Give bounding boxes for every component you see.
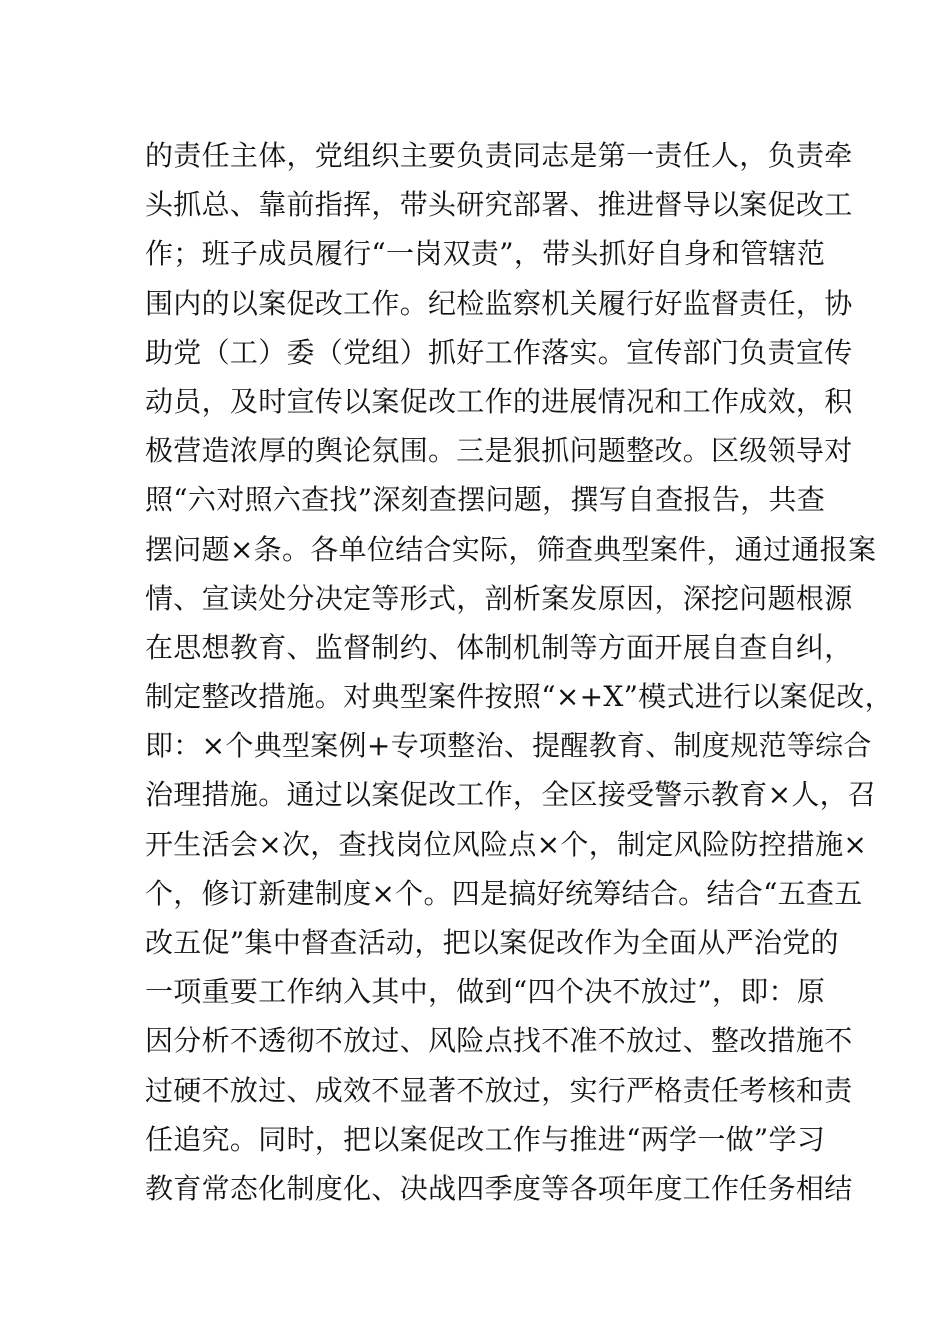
- text-line: 头抓总、靠前指挥，带头研究部署、推进督导以案促改工: [145, 188, 853, 222]
- text-line: 一项重要工作纳入其中，做到“四个决不放过”，即：原: [145, 975, 826, 1009]
- text-line: 助党（工）委（党组）抓好工作落实。宣传部门负责宣传: [145, 335, 853, 369]
- text-line: 个，修订新建制度×个。四是搞好统筹结合。结合“五查五: [145, 876, 863, 910]
- text-line: 治理措施。通过以案促改工作，全区接受警示教育×人，召: [145, 778, 877, 812]
- text-line: 的责任主体，党组织主要负责同志是第一责任人，负责牵: [145, 139, 853, 172]
- text-line: 围内的以案促改工作。纪检监察机关履行好监督责任，协: [145, 286, 853, 320]
- text-line: 情、宣读处分决定等形式，剖析案发原因，深挖问题根源: [145, 581, 853, 615]
- text-line: 照“六对照六查找”深刻查摆问题，撰写自查报告，共查: [145, 483, 826, 517]
- text-line: 因分析不透彻不放过、风险点找不准不放过、整改措施不: [145, 1024, 853, 1058]
- text-line: 动员，及时宣传以案促改工作的进展情况和工作成效，积: [145, 384, 853, 418]
- text-line: 教育常态化制度化、决战四季度等各项年度工作任务相结: [145, 1171, 853, 1205]
- text-line: 任追究。同时，把以案促改工作与推进“两学一做”学习: [145, 1122, 826, 1156]
- text-line: 极营造浓厚的舆论氛围。三是狠抓问题整改。区级领导对: [145, 434, 853, 468]
- body-text: [145, 131, 893, 1213]
- text-line: 在思想教育、监督制约、体制机制等方面开展自查自纠，: [145, 630, 853, 664]
- text-line: 改五促”集中督查活动，把以案促改作为全面从严治党的: [145, 926, 839, 959]
- text-line: 作；班子成员履行“一岗双责”，带头抓好自身和管辖范: [145, 237, 826, 271]
- text-line: 制定整改措施。对典型案件按照“×+X”模式进行以案促改，: [145, 680, 893, 714]
- text-line: 即：×个典型案例+专项整治、提醒教育、制度规范等综合: [145, 729, 872, 763]
- text-line: 过硬不放过、成效不显著不放过，实行严格责任考核和责: [145, 1073, 853, 1107]
- text-line: 开生活会×次，查找岗位风险点×个，制定风险防控措施×: [145, 827, 868, 861]
- text-line: 摆问题×条。各单位结合实际，筛查典型案件，通过通报案: [145, 532, 877, 566]
